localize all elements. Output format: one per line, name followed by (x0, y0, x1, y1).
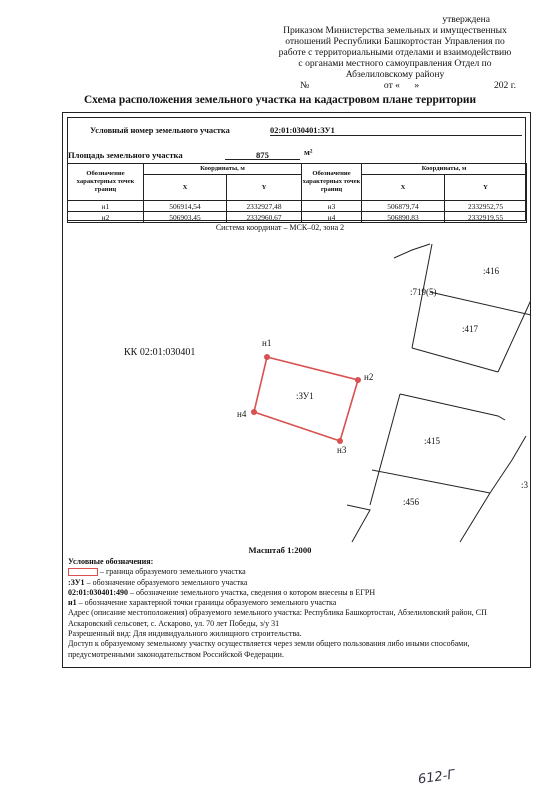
coordinate-system: Система координат – МСК–02, зона 2 (215, 223, 345, 232)
parcel-line (400, 394, 505, 420)
parcel-label: :415 (424, 436, 441, 446)
point-n4-marker (251, 409, 257, 415)
neighbor-parcels (347, 244, 531, 542)
legend-item: н1 – обозначение характерной точки границы образуемого земельного участка (68, 598, 337, 608)
map-scale: Масштаб 1:2000 (248, 545, 312, 555)
point-cell: н2 (68, 212, 144, 223)
x-cell: 506890,83 (362, 212, 445, 223)
approval-line: с органами местного самоуправления Отдел по (298, 58, 492, 69)
table-row (68, 212, 527, 223)
area-label: Площадь земельного участка (68, 150, 183, 160)
quarter-label: КК 02:01:030401 (124, 347, 196, 358)
legend (68, 557, 528, 660)
plot-label: :ЗУ1 (296, 391, 314, 401)
parcel-line (460, 493, 490, 542)
header-point-left: Обозначение характерных точек границ (68, 164, 144, 201)
parcel-line (394, 244, 430, 258)
legend-item: – граница образуемого земельного участка (68, 567, 528, 577)
parcel-line (430, 292, 531, 315)
point-cell: н1 (68, 201, 144, 212)
approval-line: утверждена (442, 14, 490, 25)
point-n2-marker (355, 377, 361, 383)
point-cell: н4 (302, 212, 362, 223)
header-coords-left: Координаты, м (144, 164, 302, 175)
approval-line: Абзелиловскому району (345, 69, 445, 80)
y-cell: 2332919,55 (445, 212, 527, 223)
y-cell: 2332960,67 (227, 212, 302, 223)
parcel-line (370, 394, 400, 505)
plot-number-underline (270, 135, 522, 136)
plot-number-value: 02:01:030401:ЗУ1 (270, 126, 335, 135)
permitted-use-text: Разрешенный вид: Для индивидуального жилищного строительства. (68, 629, 302, 639)
parcel-label: :456 (403, 497, 420, 507)
legend-heading: Условные обозначения: (68, 557, 154, 566)
date-from-label: от « (383, 80, 400, 91)
parcel-line (347, 505, 370, 542)
legend-item: :ЗУ1 – обозначение образуемого земельного участка (68, 577, 248, 587)
header-y-left: Y (227, 175, 302, 201)
cadastral-map (62, 232, 531, 544)
handwritten-mark: 612-Г (417, 767, 456, 788)
access-text: Доступ к образуемому земельному участку осуществляется через земли общего пользования либо иными способами, предусмотренными законодательством Российской Федерации. (68, 639, 470, 659)
point-label-n3: н3 (337, 445, 347, 455)
parcel-line (412, 348, 498, 372)
table-row (68, 201, 527, 212)
parcel-label: :3 (521, 480, 529, 490)
approval-line: работе с территориальными отделами и взаимодействию (278, 47, 512, 58)
address-text: Адрес (описание местоположения) образуемого земельного участка: Республика Башкортостан, Абзелиловский район, СП Аскаровский сельсовет, с. Аскарово, ул. 70 лет Победы, з/у 31 (68, 608, 487, 628)
y-cell: 2332927,48 (227, 201, 302, 212)
approval-number-line (250, 80, 540, 91)
area-underline (225, 159, 300, 160)
approval-line: Приказом Министерства земельных и имущественных (283, 25, 507, 36)
approval-block (250, 14, 540, 91)
point-label-n4: н4 (237, 409, 247, 419)
point-label-n2: н2 (364, 372, 374, 382)
number-label: № (300, 80, 310, 91)
parcel-label: :719(5) (410, 287, 437, 297)
point-label-n1: н1 (262, 338, 272, 348)
approval-line: отношений Республики Башкортостан Управления по (285, 36, 505, 47)
point-n3-marker (337, 438, 343, 444)
coordinates-table (67, 163, 527, 223)
x-cell: 506879,74 (362, 201, 445, 212)
date-quote: » (414, 80, 420, 91)
x-cell: 506903,45 (144, 212, 227, 223)
legend-item: 02:01:030401:490 – обозначение земельного участка, сведения о котором внесены в ЕГРН (68, 587, 376, 597)
header-y-right: Y (445, 175, 527, 201)
plot-number-row (90, 126, 335, 135)
header-coords-right: Координаты, м (362, 164, 527, 175)
area-unit: м² (304, 147, 313, 157)
point-cell: н3 (302, 201, 362, 212)
area-value: 875 (256, 150, 269, 160)
x-cell: 506914,54 (144, 201, 227, 212)
parcel-label: :417 (462, 324, 479, 334)
year-label: 202 г. (493, 80, 516, 91)
point-n1-marker (264, 354, 270, 360)
header-x-right: X (362, 175, 445, 201)
plot-number-label: Условный номер земельного участка (90, 126, 230, 135)
header-x-left: X (144, 175, 227, 201)
boundary-swatch (68, 568, 98, 576)
y-cell: 2332952,75 (445, 201, 527, 212)
header-point-right: Обозначение характерных точек границ (302, 164, 362, 201)
parcel-label: :416 (483, 266, 500, 276)
document-title: Схема расположения земельного участка на кадастровом плане территории (83, 94, 477, 106)
parcel-line (372, 470, 490, 493)
